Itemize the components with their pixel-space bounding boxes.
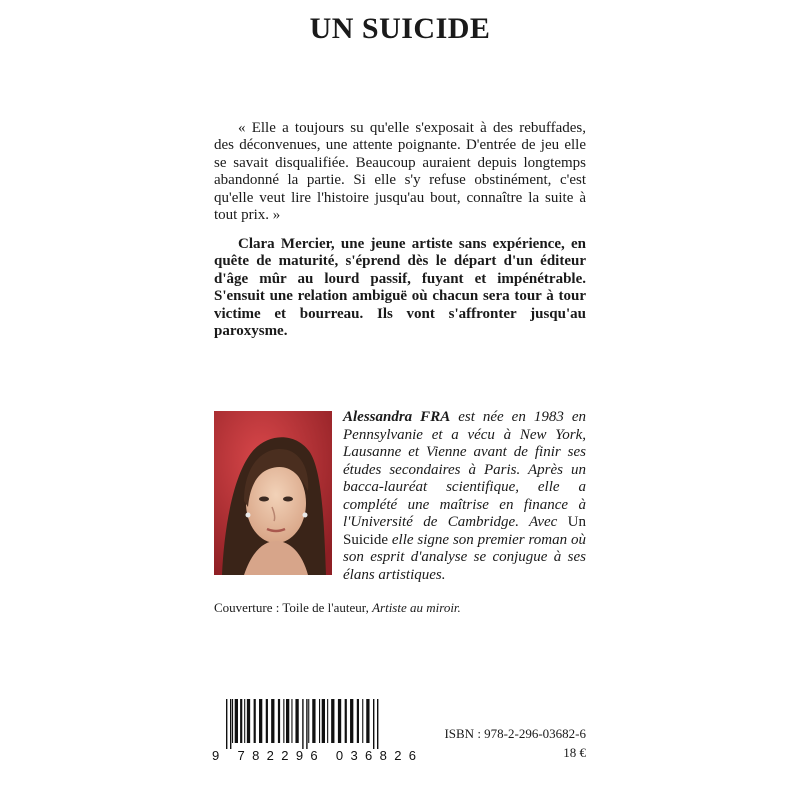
- barcode-bar: [240, 699, 242, 743]
- credit-prefix: Couverture : Toile de l'auteur,: [214, 600, 373, 615]
- barcode-bar: [230, 699, 231, 749]
- bio-text-part1: est née en 1983 en Pennsylvanie et a vécu à New York, Lausanne et Vienne avant de finir ses études secondaires à Paris. Après un bacca-lauréat scientifique, elle a complété une maîtrise en finance à l'Université de Cambridge. Avec: [343, 409, 586, 530]
- barcode-bar: [271, 699, 274, 743]
- book-title: UN SUICIDE: [309, 12, 491, 45]
- barcode-bar: [312, 699, 315, 743]
- isbn-barcode: [212, 697, 418, 763]
- artwork-title: Artiste au miroir.: [372, 600, 461, 615]
- price: 18 €: [563, 745, 586, 760]
- author-name: Alessandra FRA: [343, 409, 451, 425]
- barcode-bar: [232, 699, 233, 743]
- barcode-bar: [226, 699, 227, 749]
- barcode-digits: 9 782296 036826: [212, 748, 416, 763]
- barcode-bar: [291, 699, 292, 743]
- barcode-bar: [295, 699, 298, 743]
- barcode-bar: [362, 699, 363, 743]
- barcode-bar: [327, 699, 328, 743]
- barcode-bar: [308, 699, 309, 743]
- barcode-bar: [283, 699, 284, 743]
- barcode-bar: [302, 699, 303, 749]
- barcode-bar: [366, 699, 369, 743]
- barcode-bar: [244, 699, 245, 743]
- barcode-bar: [338, 699, 341, 743]
- book-title-inline: Un Suicide: [343, 514, 586, 548]
- summary-text: Clara Mercier, une jeune artiste sans expérience, en quête de maturité, s'éprend dès le départ d'un éditeur d'âge mûr au lourd passif, fuyant et impénétrable. S'ensuit une relation ambiguë où chacun sera tour à tour victime et bourreau. Ils vont s'affronter jusqu'au paroxysme.: [214, 236, 586, 340]
- barcode-bar: [286, 699, 289, 743]
- barcode-bar: [266, 699, 268, 743]
- author-photo: [214, 411, 332, 575]
- barcode-bar: [350, 699, 353, 743]
- barcode-bar: [235, 699, 238, 743]
- author-biography: [343, 409, 586, 584]
- barcode-bar: [278, 699, 280, 743]
- barcode-bar: [259, 699, 262, 743]
- barcode-bar: [254, 699, 256, 743]
- barcode-bar: [357, 699, 359, 743]
- barcode-bar: [377, 699, 378, 749]
- cover-credit: [214, 600, 594, 616]
- barcode-bar: [322, 699, 325, 743]
- barcode-bar: [306, 699, 307, 749]
- bio-text-part2: elle signe son premier roman où son esprit d'analyse se conjugue à ses élans artistiques.: [343, 531, 586, 583]
- isbn-number: ISBN : 978-2-296-03682-6: [444, 726, 586, 741]
- barcode-bar: [247, 699, 250, 743]
- barcode-bar: [319, 699, 320, 743]
- barcode-bar: [345, 699, 347, 743]
- book-summary: [214, 236, 586, 340]
- author-portrait-image: [214, 411, 332, 575]
- barcode-bars: [226, 699, 378, 749]
- quote-excerpt: [214, 120, 586, 224]
- barcode-bar: [373, 699, 374, 749]
- barcode-bar: [331, 699, 334, 743]
- quote-text: « Elle a toujours su qu'elle s'exposait à des rebuffades, des déconvenues, une attente poignante. D'entrée de jeu elle se savait disqualifiée. Beaucoup auraient depuis longtemps abandonné la partie. Si elle s'y refuse obstinément, c'est qu'elle veut lire l'histoire jusqu'au bout, connaître la suite à tout prix. »: [214, 120, 586, 224]
